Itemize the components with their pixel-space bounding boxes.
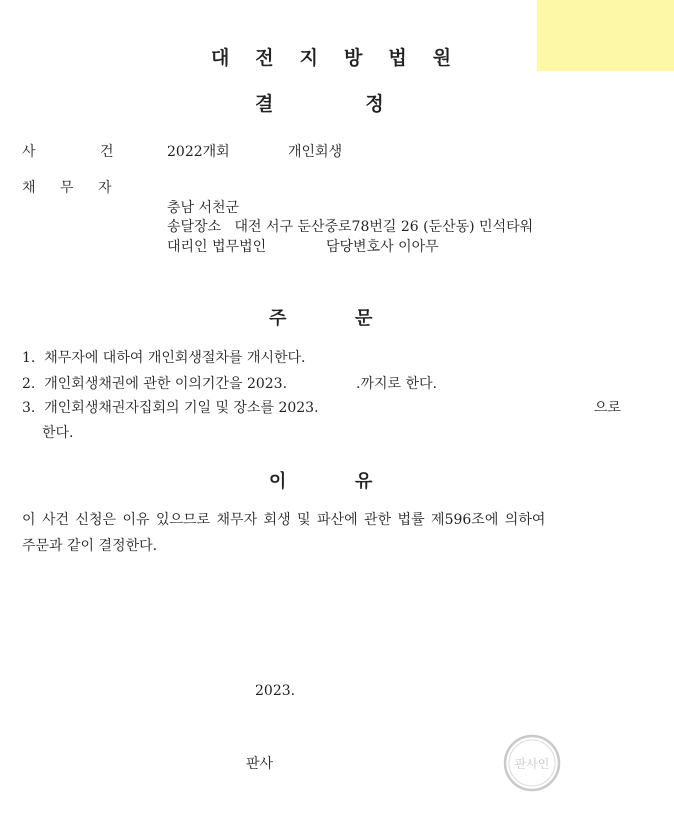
case-type: 개인회생 [288,144,343,160]
seal-text: 판사인 [514,757,550,771]
reason-line-2: 주문과 같이 결정한다. [22,538,158,554]
order-heading-1: 주 [269,308,287,329]
order-item-3-continuation: 한다. [42,425,74,441]
document-type: 결정 [255,93,476,115]
debtor-label-1: 채 [22,180,36,196]
service-address: 송달장소 대전 서구 둔산중로78번길 26 (둔산동) 민석타워 [167,219,534,235]
reason-heading-2: 유 [355,471,373,492]
debtor-label-3: 자 [98,180,112,196]
order-item-1: 1. 채무자에 대하여 개인회생절차를 개시한다. [22,350,306,366]
judge-seal-icon [503,734,561,792]
debtor-label-2: 무 [60,180,74,196]
order-item-2: 2. 개인회생채권에 관한 이의기간을 2023. [22,376,288,392]
reason-heading-1: 이 [269,471,287,492]
order-item-3: 3. 개인회생채권자집회의 기일 및 장소를 2023. [22,400,319,416]
order-item-2-suffix: .까지로 한다. [356,376,437,392]
reason-line-1: 이 사건 신청은 이유 있으므로 채무자 회생 및 파산에 관한 법률 제596조에 의하여 [22,512,546,528]
decision-date: 2023. [255,683,296,699]
agent-prefix: 대리인 법무법인 [167,239,267,255]
case-label-1: 사 [22,144,36,160]
case-label-2: 건 [100,144,114,160]
court-name: 대전지방법원 [210,47,478,69]
debtor-address: 충남 서천군 [167,200,240,216]
case-number: 2022개회 [167,144,230,160]
judge-label: 판사 [246,756,274,772]
order-item-3-suffix: 으로 [594,400,622,416]
order-heading-2: 문 [355,308,373,329]
agent-lawyer: 담당변호사 이아무 [326,239,439,255]
